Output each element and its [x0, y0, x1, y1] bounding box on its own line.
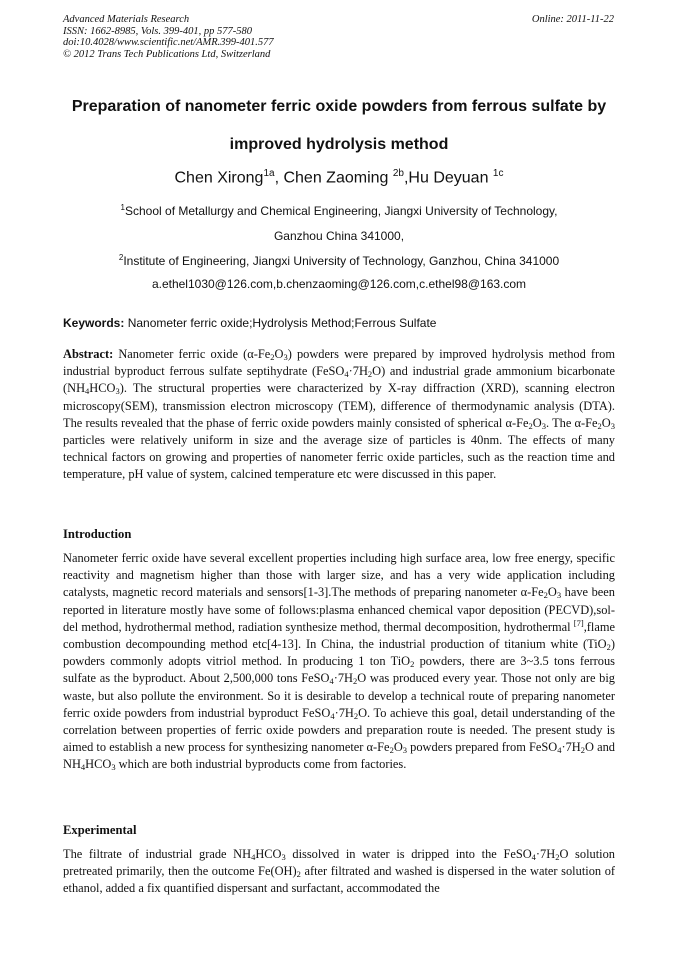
abstract-label: Abstract:: [63, 347, 114, 361]
author-1: Chen Xirong: [174, 169, 264, 187]
author-3: ,Hu Deyuan: [403, 169, 493, 187]
affiliation-1-line-1: School of Metallurgy and Chemical Engineering, Jiangxi University of Technology,: [125, 204, 558, 218]
affiliation-2-text: Institute of Engineering, Jiangxi University of Technology, Ganzhou, China 341000: [123, 254, 560, 268]
keywords-text: Nanometer ferric oxide;Hydrolysis Method;Ferrous Sulfate: [124, 316, 437, 330]
author-2-affil: 2b: [392, 168, 404, 179]
doi-line[interactable]: doi:10.4028/www.scientific.net/AMR.399-401.577: [63, 37, 274, 48]
author-emails[interactable]: a.ethel1030@126.com,b.chenzaoming@126.com,c.ethel98@163.com: [151, 277, 527, 291]
citation-7: [7]: [573, 617, 584, 628]
author-1-affil: 1a: [263, 168, 275, 179]
affiliation-2: [40, 253, 638, 268]
introduction-body: Nanometer ferric oxide have several excellent properties including high surface area, low free energy, specific reactivity and magnetism higher than those with larger size, and has a very wide application including catalysts, magnetic record materials and sensors[1-3].The methods of preparing nanometer $\alpha-Fe_2O_3$ have been reported in literature mostly have some of follows:plasma enhanced chemical vapor deposition (PECVD),sol-del method, hydrothermal method, radiation synthesize method, thermal decomposition, hydrothermal [7],flame combustion decompounding method etc[4-13]. In China, the industrial production of titanium white (TiO$_2$) powders commonly adopts vitriol method. In producing 1 ton TiO$_2$ powders, there are 3~3.5 tons ferrous sulfate as the byproduct. About 2,500,000 tons $FeSO_4\cdot 7H_2O$ was produced every year. Those not only are big waste, but also pollute the environment. So it is desirable to develop a technical route of preparing nanometer ferric oxide powders from industrial byproduct $FeSO_4\cdot 7H_2O$. To achieve this goal, detail understanding of the correlation between properties of ferric oxide powders and preparation route is needed. The present study is aimed to establish a new process for synthesizing nanometer $\alpha-Fe_2O_3$ powders prepared from $FeSO_4\cdot 7H_2O$ and $NH_4HCO_3$ which are both industrial byproducts come from factories.: [63, 551, 615, 773]
affiliation-1-line-2: Ganzhou China 341000,: [273, 229, 405, 243]
title-line-1: Preparation of nanometer ferric oxide powders from ferrous sulfate by: [71, 98, 607, 115]
introduction-heading: Introduction: [63, 527, 132, 541]
online-date: Online: 2011-11-22: [531, 14, 614, 25]
journal-name: Advanced Materials Research: [63, 14, 190, 25]
author-3-affil: 1c: [492, 168, 504, 179]
abstract: Abstract: Nanometer ferric oxide $(\alpha-Fe_2O_3)$ powders were prepared by improved hydrolysis method from industrial byproduct ferrous sulfate septihydrate $(FeSO_4\cdot 7H_2O)$ and industrial grade ammonium bicarbonate $(NH_4HCO_3)$. The structural properties were characterized by X-ray diffraction (XRD), scanning electron microscopy(SEM), transmission electron microscopy (TEM), difference of thermodynamic analysis (DTA). The results revealed that the phase of ferric oxide powders mainly consisted of spherical $\alpha-Fe_2O_3$. The $\alpha-Fe_2O_3$ particles were relatively uniform in size and the average size of particles is 40nm. The effects of many technical factors on growing and properties of nanometer ferric oxide particles, such as the reaction time and temperature, pH value of system, calcined temperature etc were discussed in this paper.: [63, 347, 615, 482]
issn-line: ISSN: 1662-8985, Vols. 399-401, pp 577-580: [63, 25, 252, 37]
publication-info: [63, 14, 274, 60]
paper-title: [40, 88, 638, 164]
author-list: [0, 168, 678, 187]
affiliation-2-number: 2: [118, 253, 124, 262]
copyright-line: © 2012 Trans Tech Publications Ltd, Switzerland: [63, 48, 271, 60]
title-line-2: improved hydrolysis method: [229, 136, 449, 153]
experimental-body: The filtrate of industrial grade $NH_4HCO_3$ dissolved in water is dripped into the $FeSO_4\cdot 7H_2O$ solution pretreated primarily, then the outcome $Fe(OH)_2$ after filtrated and washed is dispersed in the water solution of ethanol, added a fix quantified dispersant and surfactant, accommodated the: [63, 847, 616, 896]
keywords: [63, 316, 436, 330]
affiliation-1-number: 1: [120, 203, 125, 212]
experimental-heading: Experimental: [63, 823, 137, 837]
keywords-label: Keywords:: [63, 316, 125, 330]
affiliation-1: [40, 203, 638, 218]
author-2: , Chen Zaoming: [274, 169, 393, 187]
